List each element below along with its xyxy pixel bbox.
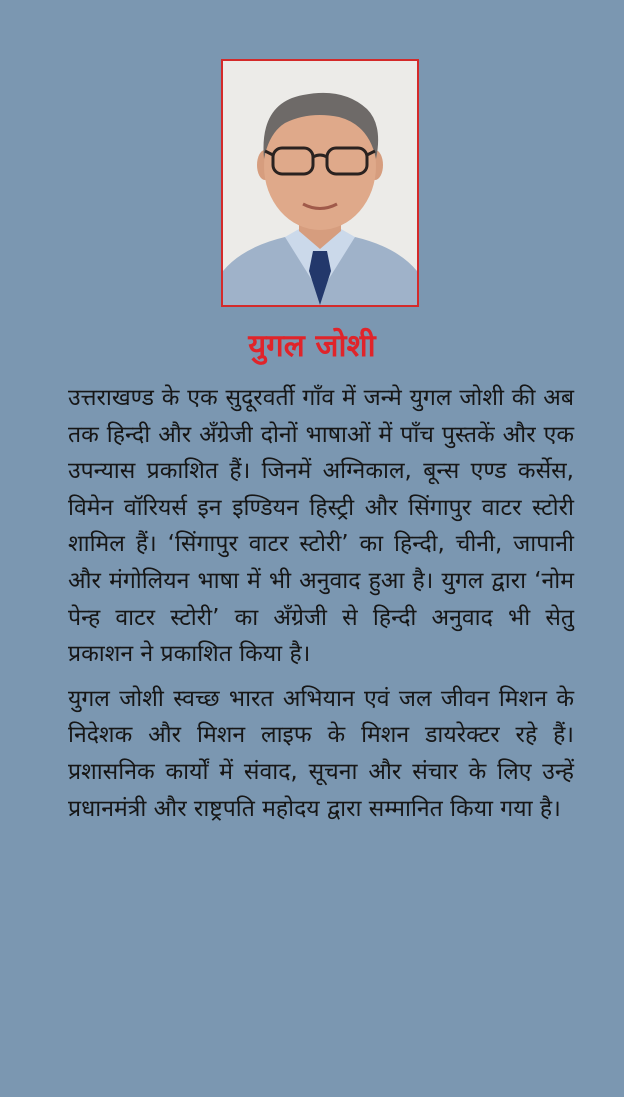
bio-paragraph-1: उत्तराखण्ड के एक सुदूरवर्ती गाँव में जन्मे युगल जोशी की अब तक हिन्दी और अँग्रेजी दोनों भाषाओं में पाँच पुस्तकें और एक उपन्यास प्रकाशित हैं। जिनमें अग्निकाल, बून्स एण्ड कर्सेस, विमेन वॉरियर्स इन इण्डियन हिस्ट्री और सिंगापुर वाटर स्टोरी शामिल हैं। ‘सिंगापुर वाटर स्टोरी’ का हिन्दी, चीनी, जापानी और मंगोलियन भाषा में भी अनुवाद हुआ है। युगल द्वारा ‘नोम पेन्ह वाटर स्टोरी’ का अँग्रेजी से हिन्दी अनुवाद भी सेतु प्रकाशन ने प्रकाशित किया है। — [68, 385, 574, 668]
author-name: युगल जोशी — [248, 328, 376, 364]
bio-paragraph-2: युगल जोशी स्वच्छ भारत अभियान एवं जल जीवन मिशन के निदेशक और मिशन लाइफ के मिशन डायरेक्टर रहे हैं। प्रशासनिक कार्यों में संवाद, सूचना और संचार के लिए उन्हें प्रधानमंत्री और राष्ट्रपति महोदय द्वारा सम्मानित किया गया है। — [68, 685, 574, 822]
author-bio — [68, 380, 574, 827]
author-photo — [221, 59, 419, 307]
